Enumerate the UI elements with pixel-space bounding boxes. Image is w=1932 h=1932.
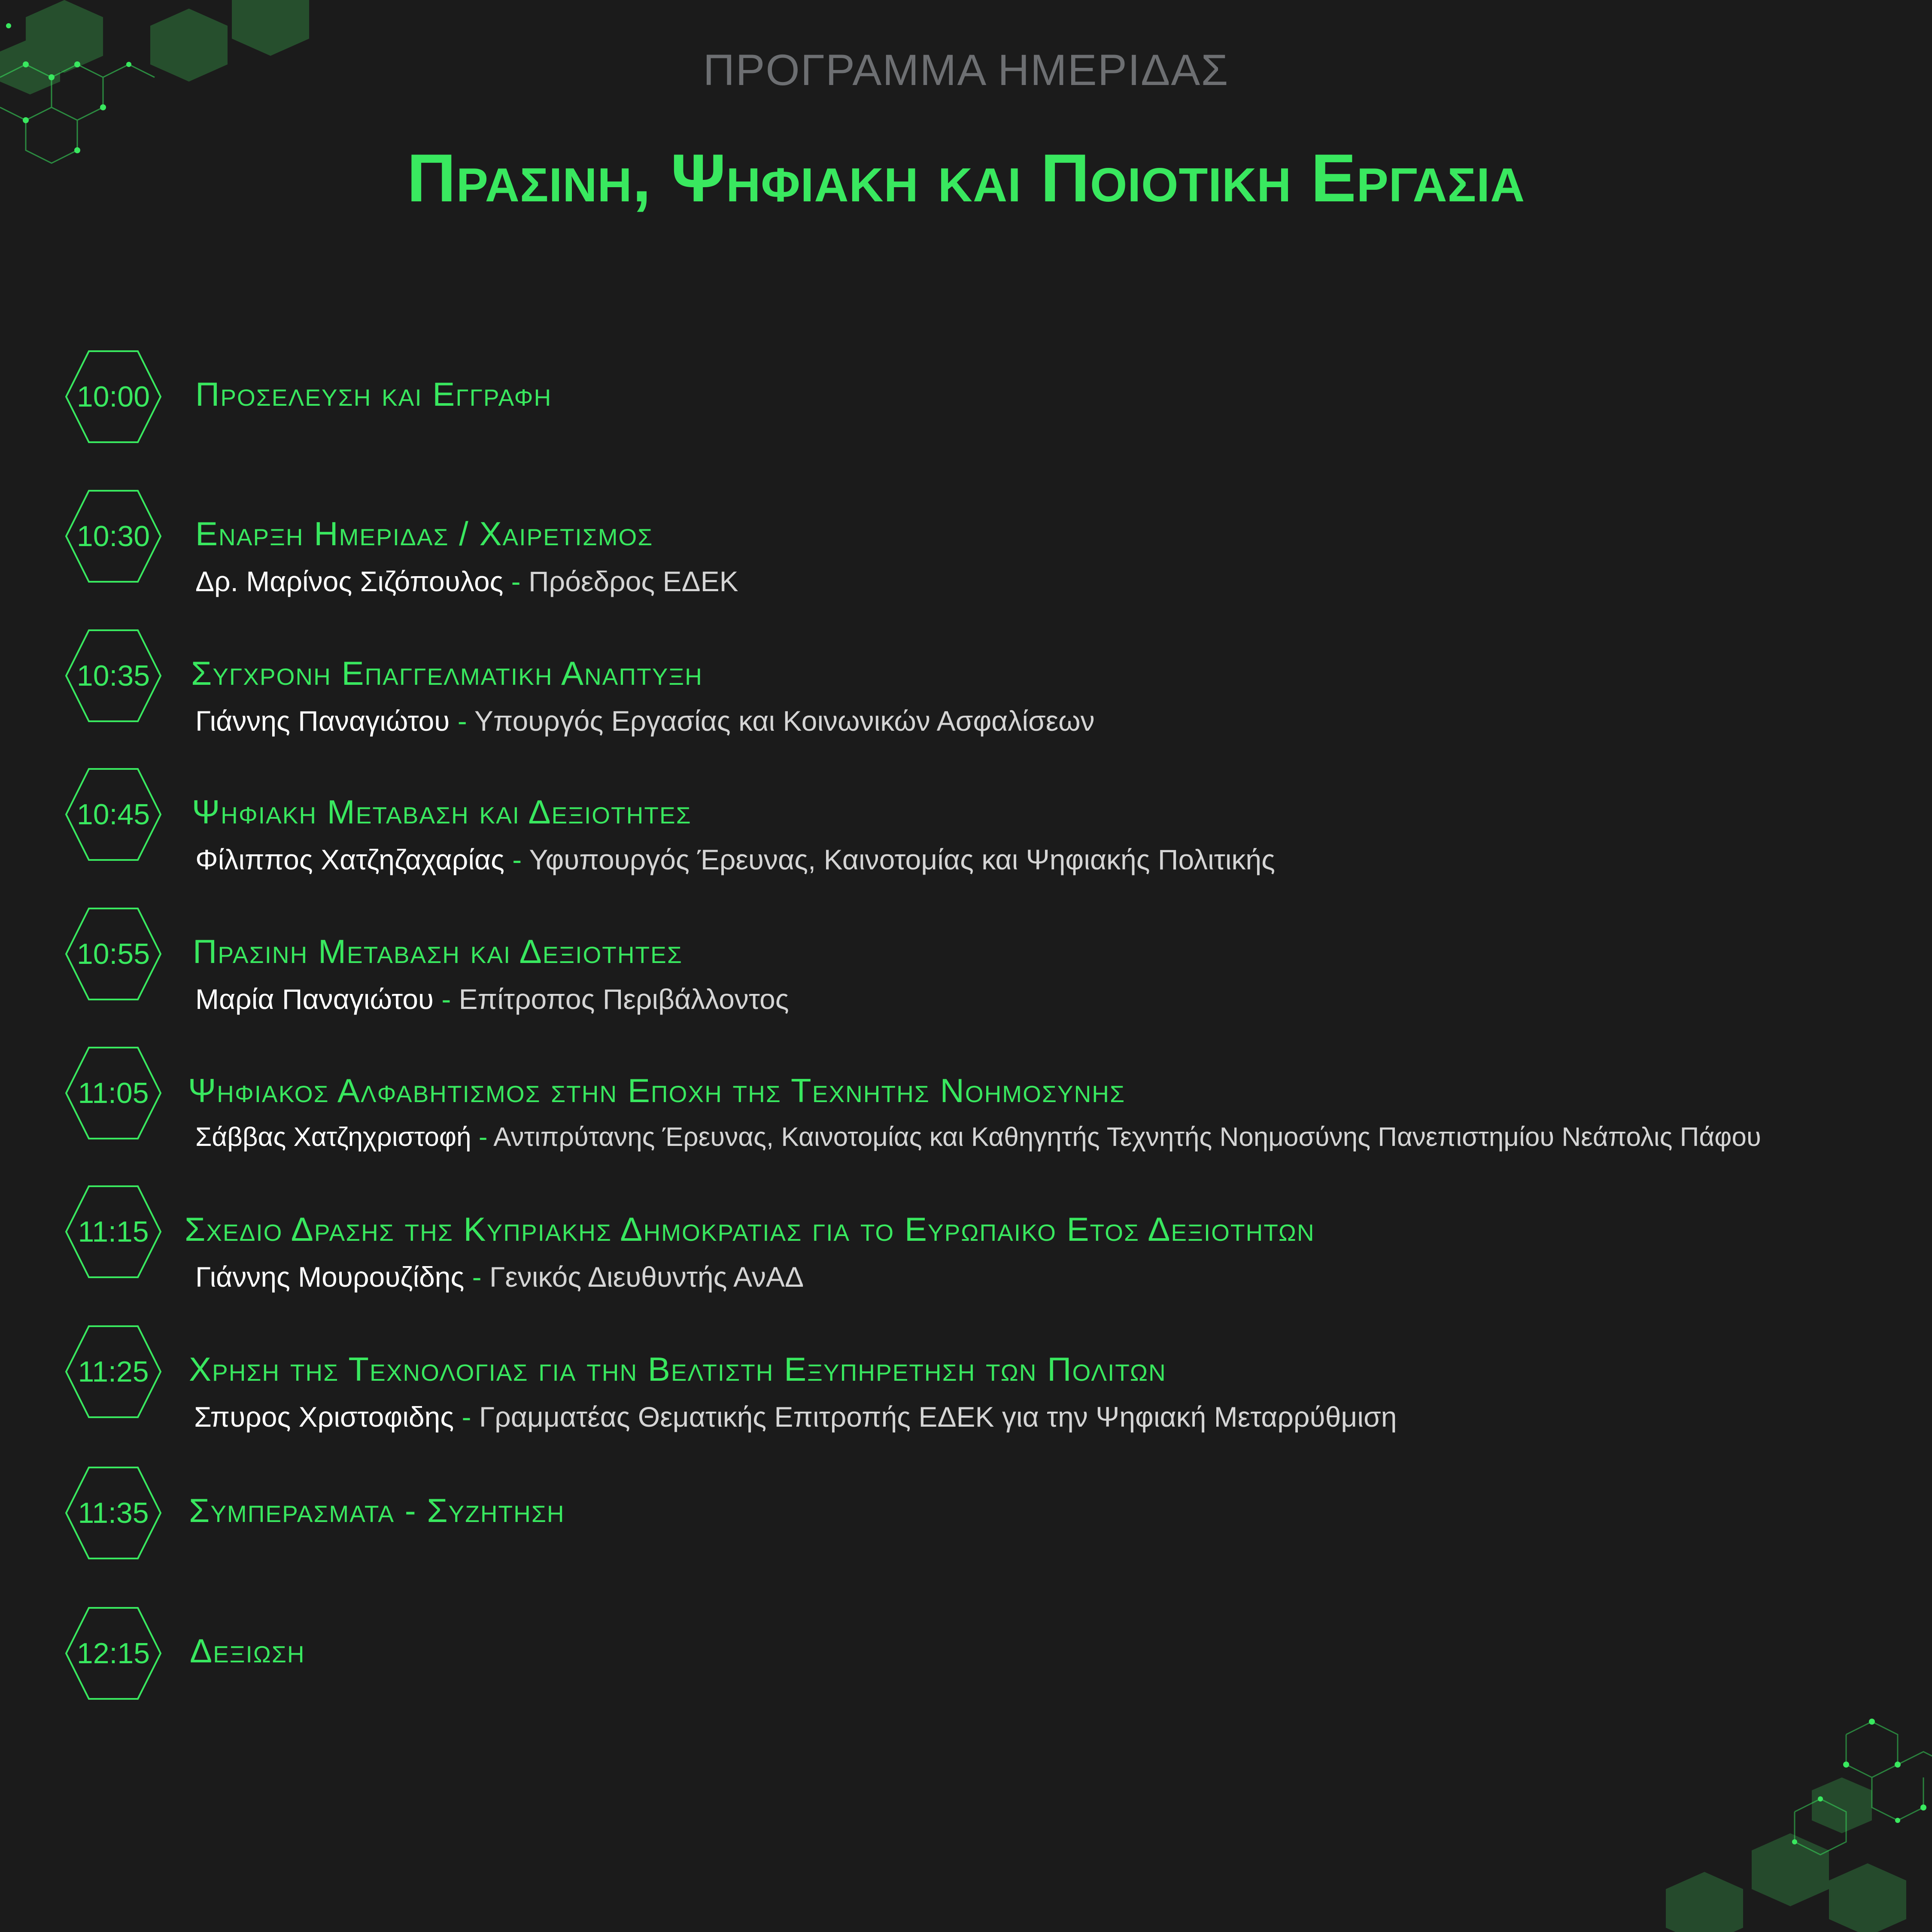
speaker-role: Αντιπρύτανης Έρευνας, Καινοτομίας και Καθηγητής Τεχνητής Νοημοσύνης Πανεπιστημίου Νεάπολις Πάφου (493, 1122, 1761, 1152)
speaker-line (195, 1122, 1761, 1152)
time-hexagon (64, 768, 162, 861)
speaker-separator: - (454, 1401, 479, 1433)
speaker-name: Δρ. Μαρίνος Σιζόπουλος (195, 565, 504, 597)
agenda-item (0, 350, 1932, 449)
agenda-time: 11:15 (78, 1215, 149, 1248)
agenda-time: 11:05 (78, 1077, 149, 1109)
time-hexagon (64, 1325, 162, 1419)
speaker-line (195, 565, 738, 598)
speaker-separator: - (464, 1261, 489, 1293)
agenda-item (0, 1046, 1932, 1152)
agenda-time: 10:45 (76, 798, 150, 831)
agenda-time: 10:30 (76, 520, 150, 553)
speaker-line (194, 1400, 1397, 1433)
speaker-line (195, 705, 1095, 737)
time-hexagon (64, 1607, 162, 1700)
agenda-title: Πρασινη Μεταβαση και Δεξιοτητες (193, 933, 683, 970)
speaker-name: Σπυρος Χριστοφιδης (194, 1401, 454, 1433)
agenda-title: Προσελευση και Εγγραφη (195, 375, 552, 413)
time-hexagon (64, 1046, 162, 1140)
speaker-role: Πρόεδρος ΕΔΕΚ (529, 565, 738, 597)
speaker-name: Σάββας Χατζηχριστοφή (195, 1122, 471, 1152)
time-hexagon (64, 907, 162, 1001)
time-hexagon (64, 1466, 162, 1560)
agenda-time: 10:35 (76, 659, 150, 692)
speaker-role: Γενικός Διευθυντής ΑνΑΔ (489, 1261, 804, 1293)
speaker-line (195, 843, 1275, 876)
agenda-item (0, 629, 1932, 737)
speaker-name: Γιάννης Παναγιώτου (195, 705, 450, 737)
speaker-name: Φίλιππος Χατζηζαχαρίας (195, 844, 504, 875)
speaker-role: Επίτροπος Περιβάλλοντος (459, 983, 789, 1015)
agenda-title: Σχεδιο Δρασης της Κυπριακης Δημοκρατιας για το Ευρωπαικο Ετος Δεξιοτητων (185, 1210, 1315, 1248)
agenda-item (0, 1185, 1932, 1293)
speaker-line (195, 1261, 804, 1293)
time-hexagon (64, 1185, 162, 1279)
agenda-title: Συγχρονη Επαγγελματικη Αναπτυξη (191, 654, 703, 692)
time-hexagon (64, 350, 162, 444)
agenda-item (0, 1607, 1932, 1705)
time-hexagon (64, 489, 162, 583)
speaker-separator: - (450, 705, 474, 737)
agenda-title: Εναρξη Ημεριδας / Χαιρετισμος (195, 515, 653, 553)
speaker-role: Γραμματέας Θεματικής Επιτροπής ΕΔΕΚ για την Ψηφιακή Μεταρρύθμιση (479, 1401, 1397, 1433)
speaker-separator: - (503, 565, 529, 597)
agenda-item (0, 489, 1932, 597)
agenda-title: Δεξιωση (190, 1632, 305, 1670)
agenda-item (0, 768, 1932, 875)
time-hexagon (64, 629, 162, 723)
page-title: Πρασινη, Ψηφιακη και Ποιοτικη Εργασια (407, 140, 1525, 216)
agenda-title: Χρηση της Τεχνολογιας για την Βελτιστη Εξυπηρετηση των Πολιτων (189, 1350, 1166, 1388)
agenda-time: 10:00 (76, 380, 150, 413)
agenda-item (0, 907, 1932, 1015)
agenda-time: 10:55 (76, 938, 150, 970)
agenda-title: Ψηφιακη Μεταβαση και Δεξιοτητες (192, 793, 692, 831)
agenda-item (0, 1466, 1932, 1565)
page-kicker: ΠΡΟΓΡΑΜΜΑ ΗΜΕΡΙΔΑΣ (703, 46, 1229, 94)
speaker-separator: - (504, 844, 529, 875)
speaker-role: Υπουργός Εργασίας και Κοινωνικών Ασφαλίσεων (474, 705, 1095, 737)
agenda-time: 12:15 (76, 1637, 150, 1670)
speaker-name: Γιάννης Μουρουζίδης (195, 1261, 465, 1293)
agenda-item (0, 1325, 1932, 1433)
speaker-line (195, 983, 789, 1015)
speaker-name: Μαρία Παναγιώτου (195, 983, 434, 1015)
agenda-title: Ψηφιακος Αλφαβητισμος στην Εποχη της Τεχνητης Νοημοσυνης (188, 1072, 1126, 1109)
speaker-separator: - (471, 1122, 494, 1152)
agenda-time: 11:25 (78, 1355, 149, 1388)
agenda-title: Συμπερασματα - Συζητηση (189, 1492, 565, 1529)
speaker-role: Υφυπουργός Έρευνας, Καινοτομίας και Ψηφιακής Πολιτικής (529, 844, 1275, 875)
agenda-time: 11:35 (78, 1497, 149, 1529)
speaker-separator: - (434, 983, 459, 1015)
